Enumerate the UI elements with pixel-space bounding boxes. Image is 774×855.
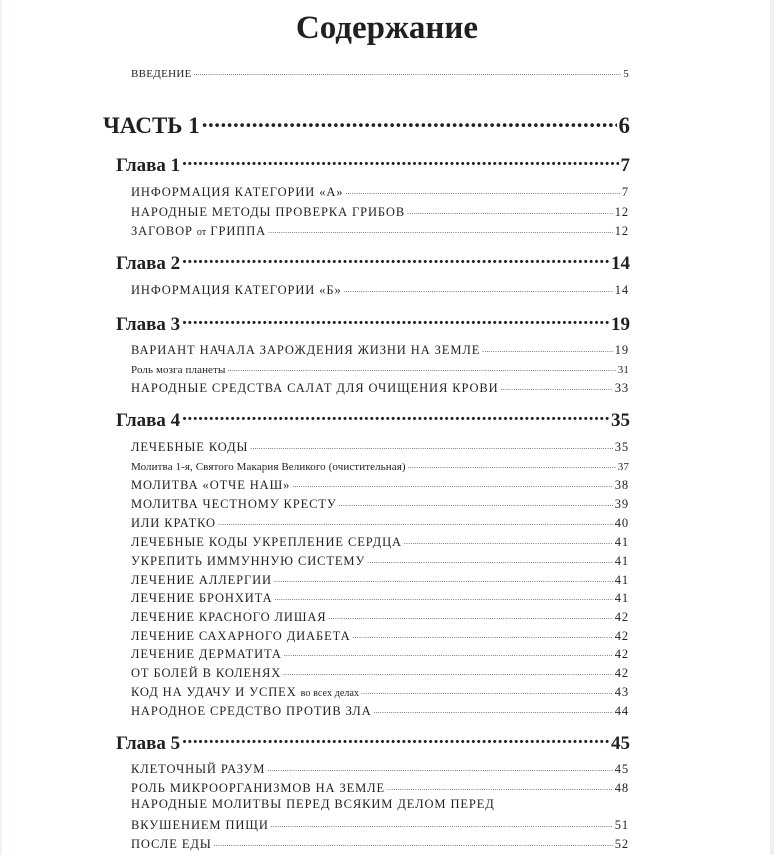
dot-leader <box>250 438 612 451</box>
toc-page-number: 12 <box>614 223 629 238</box>
toc-entry[interactable] <box>131 835 629 852</box>
dot-leader <box>182 311 609 330</box>
dot-leader <box>501 379 613 392</box>
dot-leader <box>267 760 612 773</box>
toc-entry[interactable] <box>131 760 629 777</box>
toc-entry[interactable] <box>131 571 629 588</box>
toc-page-number: 14 <box>614 282 629 297</box>
toc-entry-label-part: КОД НА УДАЧУ И УСПЕХ <box>131 684 297 699</box>
toc-page-number: 35 <box>614 439 629 454</box>
toc-entry-label: ИНФОРМАЦИЯ КАТЕГОРИИ «Б» <box>131 282 342 297</box>
toc-entry-label: ЛЕЧЕБНЫЕ КОДЫ УКРЕПЛЕНИЕ СЕРДЦА <box>131 534 402 549</box>
toc-chapter-label: Глава 4 <box>116 410 181 431</box>
dot-leader <box>329 608 613 621</box>
toc-chapter-label: Глава 5 <box>116 733 181 754</box>
toc-entry-label: ОТ БОЛЕЙ В КОЛЕНЯХ <box>131 665 282 680</box>
toc-page-number: 39 <box>614 496 629 511</box>
dot-leader <box>218 514 613 527</box>
toc-chapter-3[interactable] <box>116 311 630 336</box>
toc-page-number: 44 <box>614 703 629 718</box>
toc-chapter-4[interactable] <box>116 407 630 432</box>
toc-page-number: 42 <box>614 646 629 661</box>
toc-entry[interactable] <box>131 341 629 358</box>
toc-entry-label: ИЛИ КРАТКО <box>131 515 216 530</box>
toc-entry-label: ИНФОРМАЦИЯ КАТЕГОРИИ «А» <box>131 184 344 199</box>
dot-leader <box>182 250 609 269</box>
toc-entry-label <box>131 685 359 700</box>
toc-page-number: 35 <box>611 410 630 431</box>
toc-entry-label: МОЛИТВА ЧЕСТНОМУ КРЕСТУ <box>131 496 337 511</box>
toc-entry[interactable] <box>131 664 629 681</box>
toc-page-number: 41 <box>614 590 629 605</box>
toc-page-number: 42 <box>614 609 629 624</box>
dot-leader <box>268 222 613 235</box>
toc-chapter-1[interactable] <box>116 152 630 177</box>
toc-entry-label: ЛЕЧЕНИЕ САХАРНОГО ДИАБЕТА <box>131 628 351 643</box>
toc-entry[interactable] <box>131 627 629 644</box>
toc-entry[interactable] <box>131 533 629 550</box>
toc-page-number: 38 <box>614 477 629 492</box>
toc-chapter-label: Глава 3 <box>116 314 181 335</box>
toc-page-number: 48 <box>614 780 629 795</box>
dot-leader <box>339 495 613 508</box>
toc-entry-label: ВАРИАНТ НАЧАЛА ЗАРОЖДЕНИЯ ЖИЗНИ НА ЗЕМЛЕ <box>131 342 481 357</box>
toc-page-number: 19 <box>611 314 630 335</box>
toc-page-number: 37 <box>617 461 629 473</box>
toc-page-number: 45 <box>614 761 629 776</box>
toc-entry[interactable] <box>131 379 629 396</box>
toc-entry-label: НАРОДНЫЕ МЕТОДЫ ПРОВЕРКА ГРИБОВ <box>131 204 406 219</box>
toc-entry-label: МОЛИТВА «ОТЧЕ НАШ» <box>131 477 291 492</box>
dot-leader <box>353 627 613 640</box>
toc-page-number: 12 <box>614 204 629 219</box>
toc-page-number: 7 <box>620 155 630 176</box>
toc-entry-label: НАРОДНЫЕ СРЕДСТВА САЛАТ ДЛЯ ОЧИЩЕНИЯ КРОВИ <box>131 380 499 395</box>
toc-entry[interactable] <box>131 816 629 833</box>
toc-entry-label-small: во всех делах <box>300 687 360 699</box>
dot-leader <box>182 730 609 749</box>
dot-leader <box>374 702 613 715</box>
toc-page-number: 45 <box>611 733 630 754</box>
page-title: Содержание <box>295 10 479 46</box>
toc-entry[interactable] <box>131 183 629 200</box>
toc-entry-label: Молитва 1-я, Святого Макария Великого (очистительная) <box>131 461 406 473</box>
toc-page-number: 31 <box>617 364 629 376</box>
dot-leader <box>227 362 615 373</box>
toc-entry-label <box>131 224 266 239</box>
toc-entry[interactable] <box>131 608 629 625</box>
toc-entry-intro[interactable] <box>131 66 629 80</box>
toc-entry-line1[interactable]: НАРОДНЫЕ МОЛИТВЫ ПЕРЕД ВСЯКИМ ДЕЛОМ ПЕРЕД <box>131 797 495 811</box>
toc-entry-label: ЛЕЧЕНИЕ ДЕРМАТИТА <box>131 646 282 661</box>
dot-leader <box>344 281 613 294</box>
toc-entry[interactable] <box>131 222 629 239</box>
toc-page-number: 19 <box>614 342 629 357</box>
toc-entry-label: ПОСЛЕ ЕДЫ <box>131 836 212 851</box>
toc-page-number: 52 <box>614 836 629 851</box>
toc-entry-label-small: от <box>196 226 207 238</box>
dot-leader <box>271 816 613 829</box>
toc-entry-label-part: ЗАГОВОР <box>131 223 193 238</box>
toc-entry[interactable] <box>131 589 629 606</box>
toc-entry[interactable] <box>131 438 629 455</box>
dot-leader <box>407 203 613 216</box>
toc-page-number: 42 <box>614 628 629 643</box>
toc-chapter-label: Глава 1 <box>116 155 181 176</box>
toc-part-label: ЧАСТЬ 1 <box>103 113 200 138</box>
dot-leader <box>482 341 612 354</box>
toc-entry[interactable] <box>131 645 629 662</box>
toc-entry[interactable] <box>131 552 629 569</box>
toc-entry-label: ВВЕДЕНИЕ <box>131 68 192 80</box>
toc-page-number: 5 <box>623 68 629 80</box>
dot-leader <box>202 110 617 133</box>
toc-entry[interactable] <box>131 683 629 700</box>
toc-entry-label-part: ГРИППА <box>210 223 267 238</box>
toc-entry[interactable] <box>131 495 629 512</box>
toc-chapter-label: Глава 2 <box>116 253 181 274</box>
dot-leader <box>404 533 613 546</box>
dot-leader <box>387 779 613 792</box>
toc-entry-label: ЛЕЧЕНИЕ БРОНХИТА <box>131 590 273 605</box>
toc-page-number: 33 <box>614 380 629 395</box>
dot-leader <box>367 552 612 565</box>
toc-page-number: 51 <box>614 817 629 832</box>
toc-entry-label: ЛЕЧЕНИЕ АЛЛЕРГИИ <box>131 572 272 587</box>
dot-leader <box>345 183 619 196</box>
toc-entry[interactable] <box>131 459 629 473</box>
toc-part-1[interactable] <box>103 110 630 139</box>
dot-leader <box>408 459 616 470</box>
dot-leader <box>361 683 613 696</box>
toc-entry-label: ЛЕЧЕНИЕ КРАСНОГО ЛИШАЯ <box>131 609 327 624</box>
dot-leader <box>182 152 618 171</box>
dot-leader <box>182 407 609 426</box>
toc-page-number: 14 <box>611 253 630 274</box>
toc-entry[interactable] <box>131 779 629 796</box>
toc-entry-label: Роль мозга планеты <box>131 364 226 376</box>
dot-leader <box>283 664 613 677</box>
toc-page-number: 41 <box>614 534 629 549</box>
dot-leader <box>274 571 613 584</box>
toc-chapter-5[interactable] <box>116 730 630 755</box>
dot-leader <box>284 645 613 658</box>
toc-page-number: 43 <box>614 684 629 699</box>
toc-entry[interactable] <box>131 702 629 719</box>
toc-page-number: 6 <box>618 113 630 138</box>
toc-page-number: 41 <box>614 572 629 587</box>
toc-page-number: 40 <box>614 515 629 530</box>
toc-page-number: 7 <box>621 184 629 199</box>
toc-entry-label: НАРОДНОЕ СРЕДСТВО ПРОТИВ ЗЛА <box>131 703 372 718</box>
toc-entry-label: УКРЕПИТЬ ИММУННУЮ СИСТЕМУ <box>131 553 366 568</box>
toc-page-number: 42 <box>614 665 629 680</box>
dot-leader <box>194 66 622 77</box>
toc-entry[interactable] <box>131 514 629 531</box>
toc-chapter-2[interactable] <box>116 250 630 275</box>
toc-entry-label: КЛЕТОЧНЫЙ РАЗУМ <box>131 761 266 776</box>
dot-leader <box>292 476 612 489</box>
toc-entry[interactable] <box>131 362 629 376</box>
toc-page-number: 41 <box>614 553 629 568</box>
toc-entry-label: ВКУШЕНИЕМ ПИЩИ <box>131 817 269 832</box>
toc-entry[interactable] <box>131 203 629 220</box>
dot-leader <box>275 589 613 602</box>
dot-leader <box>214 835 613 848</box>
toc-entry[interactable] <box>131 476 629 493</box>
toc-entry-label: РОЛЬ МИКРООРГАНИЗМОВ НА ЗЕМЛЕ <box>131 780 386 795</box>
toc-entry[interactable] <box>131 281 629 298</box>
toc-entry-label: ЛЕЧЕБНЫЕ КОДЫ <box>131 439 249 454</box>
